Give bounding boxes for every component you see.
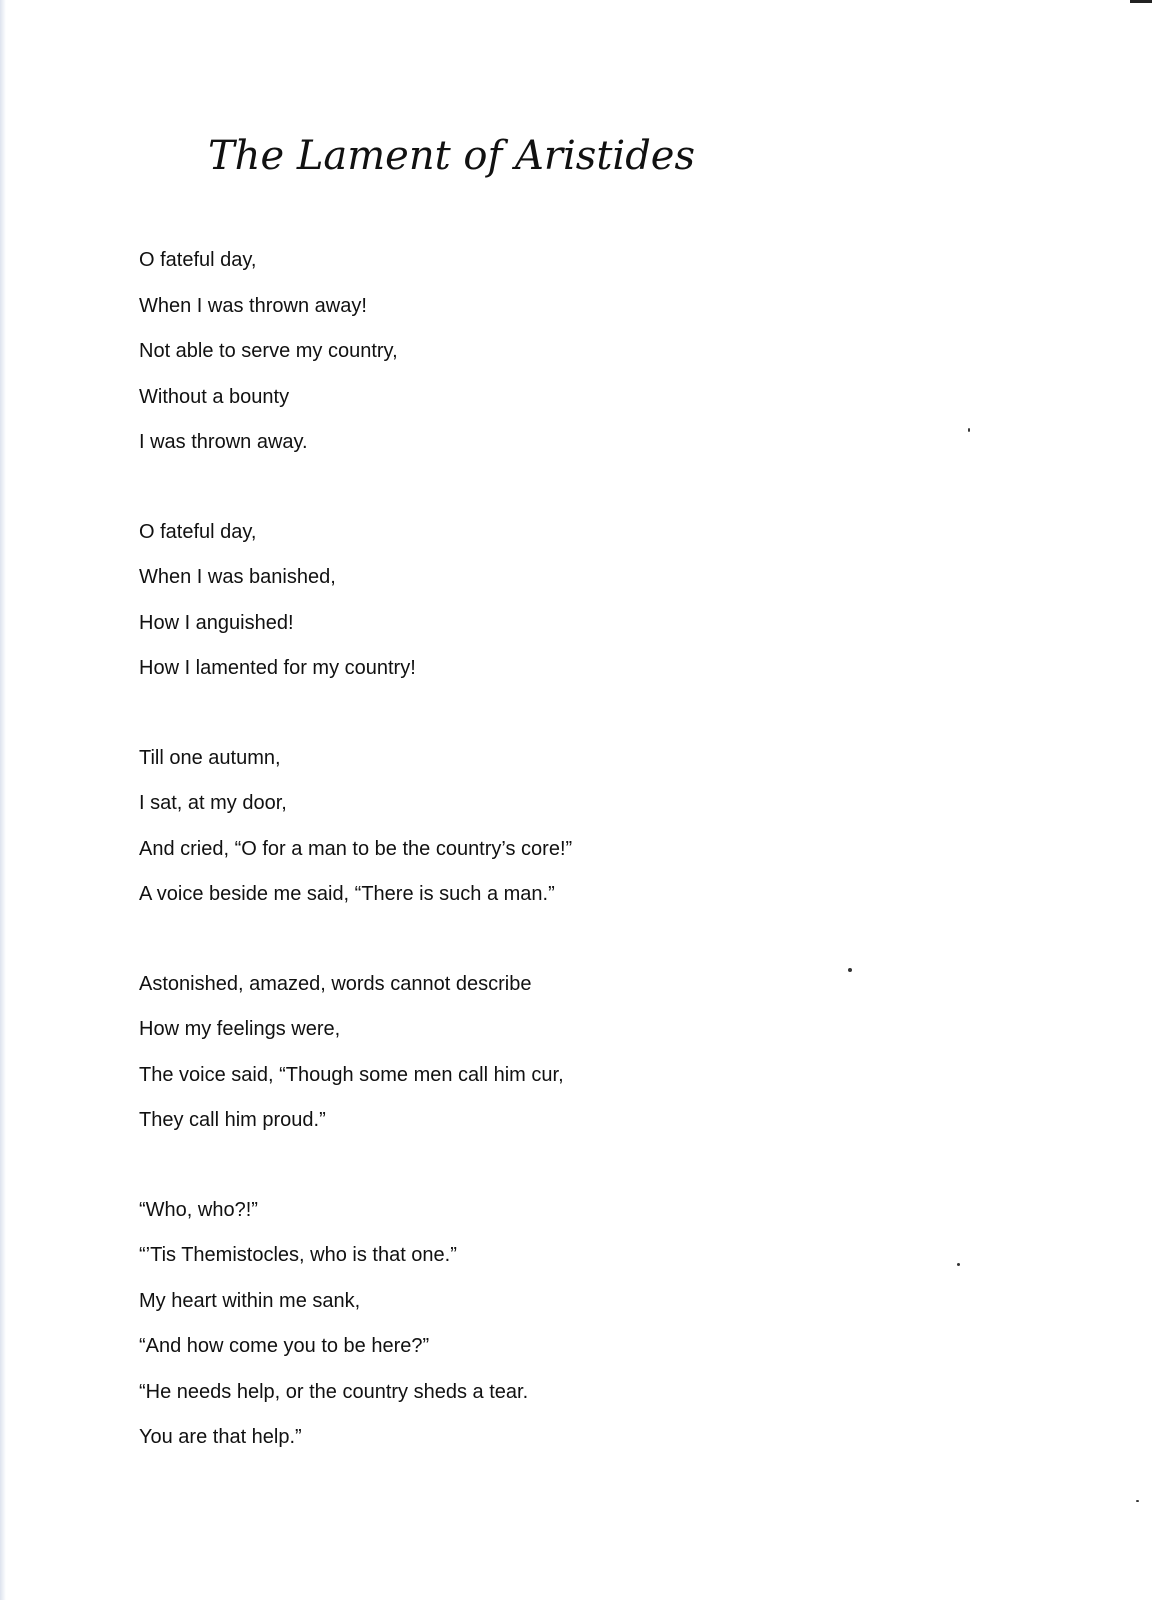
poem-line: My heart within me sank, (139, 1289, 361, 1312)
stanza-5 (139, 1188, 1039, 1461)
poem-title: The Lament of Aristides (208, 133, 695, 179)
poem-line: Without a bounty (139, 385, 290, 408)
scan-speck (1136, 1500, 1139, 1502)
poem-line: Astonished, amazed, words cannot describe (139, 972, 532, 995)
poem-line: Not able to serve my country, (139, 340, 398, 362)
poem-line: They call him proud.” (139, 1109, 326, 1131)
stanza-1 (139, 238, 1039, 466)
poem-line: How I lamented for my country! (139, 657, 416, 679)
scan-speck (968, 428, 970, 432)
poem-line: O fateful day, (139, 520, 257, 543)
poem-line: How I anguished! (139, 611, 294, 634)
poem-body (139, 238, 1039, 1505)
poem-line: “And how come you to be here?” (139, 1335, 430, 1357)
poem-line: When I was thrown away! (139, 294, 367, 317)
poem-line: When I was banished, (139, 566, 336, 588)
poem-line: “He needs help, or the country sheds a tear. (139, 1380, 529, 1403)
poem-line: The voice said, “Though some men call him cur, (139, 1063, 564, 1086)
scan-speck (957, 1263, 960, 1266)
poem-line: “’Tis Themistocles, who is that one.” (139, 1244, 457, 1266)
scan-corner-mark (1130, 0, 1152, 3)
poem-line: I was thrown away. (139, 431, 308, 453)
stanza-3 (139, 736, 1039, 918)
stanza-2 (139, 510, 1039, 692)
poem-line: And cried, “O for a man to be the country’s core!” (139, 837, 573, 860)
poem-line: A voice beside me said, “There is such a man.” (139, 883, 555, 905)
poem-line: O fateful day, (139, 249, 257, 271)
poem-line: You are that help.” (139, 1426, 302, 1448)
poem-line: I sat, at my door, (139, 792, 287, 814)
scan-speck (848, 968, 852, 972)
poem-line: How my feelings were, (139, 1018, 341, 1040)
poem-line: Till one autumn, (139, 746, 281, 769)
stanza-4 (139, 962, 1039, 1144)
scan-page-edge (0, 0, 6, 1600)
poem-line: “Who, who?!” (139, 1198, 258, 1221)
